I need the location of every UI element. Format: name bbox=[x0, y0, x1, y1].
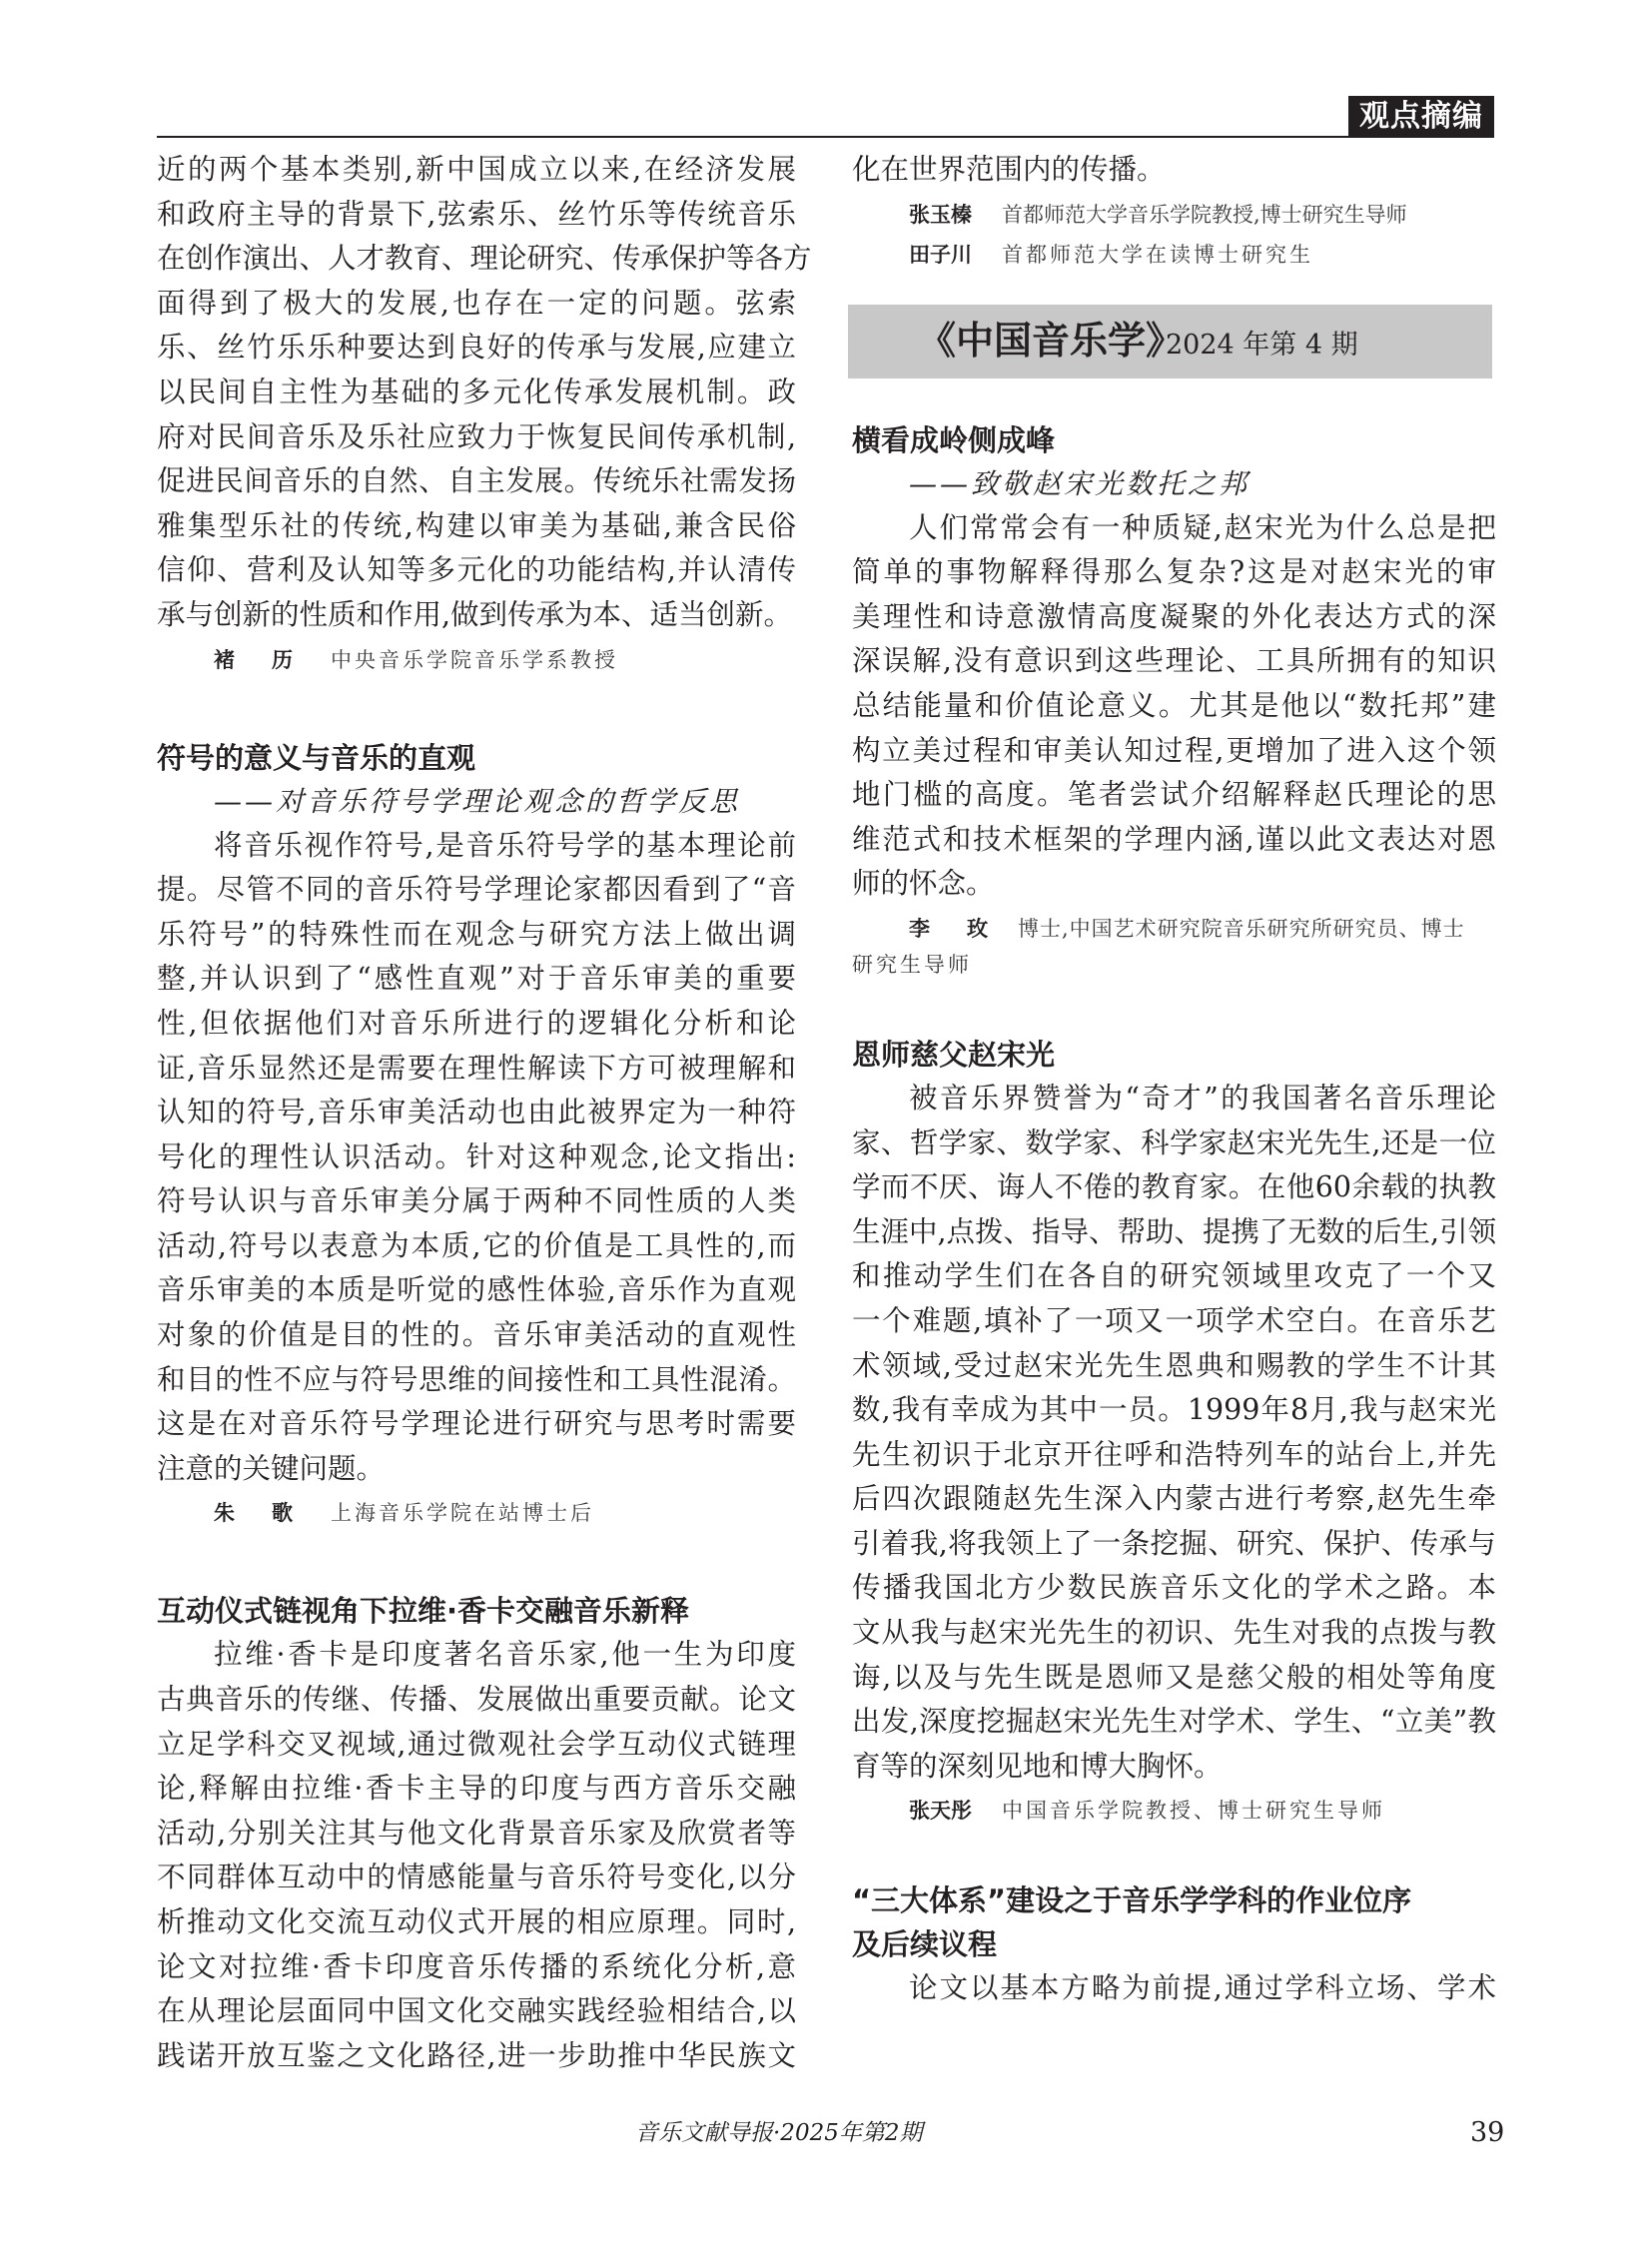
article-body bbox=[157, 1633, 796, 2078]
left-column bbox=[157, 148, 812, 2078]
text-line: 被音乐界赞誉为“奇才”的我国著名音乐理论 bbox=[909, 1081, 1496, 1115]
page-number: 39 bbox=[1470, 2117, 1505, 2148]
author-affiliation-continued: 研究生导师 bbox=[852, 952, 972, 977]
author-line bbox=[157, 642, 796, 678]
author-affiliation: 上海音乐学院在站博士后 bbox=[331, 1501, 594, 1526]
author-name: 田子川 bbox=[909, 242, 972, 267]
text-line: 提。尽管不同的音乐符号学理论家都因看到了“音 bbox=[157, 873, 796, 907]
text-line: 育等的深刻见地和博大胸怀。 bbox=[852, 1749, 1223, 1783]
text-line: 术领域,受过赵宋光先生恩典和赐教的学生不计其 bbox=[852, 1348, 1496, 1382]
article-body bbox=[852, 1077, 1496, 1790]
text-line: 整,并认识到了“感性直观”对于音乐审美的重要 bbox=[157, 962, 796, 996]
author-line bbox=[852, 237, 1496, 273]
continued-line: 化在世界范围内的传播。 bbox=[852, 153, 1166, 186]
author-affiliation: 首都师范大学音乐学院教授,博士研究生导师 bbox=[1002, 202, 1407, 227]
continued-paragraph bbox=[157, 148, 812, 638]
article-body bbox=[852, 506, 1496, 907]
journal-banner bbox=[848, 305, 1492, 378]
text-line: 深误解,没有意识到这些理论、工具所拥有的知识 bbox=[852, 644, 1496, 678]
author-line bbox=[852, 911, 1496, 947]
text-line: 后四次跟随赵先生深入内蒙古进行考察,赵先生牵 bbox=[852, 1482, 1496, 1516]
article-subtitle: ——致敬赵宋光数托之邦 bbox=[909, 466, 1250, 500]
text-line: 出发,深度挖掘赵宋光先生对学术、学生、“立美”教 bbox=[852, 1705, 1496, 1739]
author-name: 褚 历 bbox=[214, 647, 301, 672]
text-line: 信仰、营利及认知等多元化的功能结构,并认清传 bbox=[157, 553, 796, 587]
text-line: 学而不厌、诲人不倦的教育家。在他60余载的执教 bbox=[852, 1170, 1496, 1204]
text-line: 简单的事物解释得那么复杂?这是对赵宋光的审 bbox=[852, 555, 1496, 589]
text-line: 不同群体互动中的情感能量与音乐符号变化,以分 bbox=[157, 1861, 796, 1894]
text-line: 生涯中,点拨、指导、帮助、提携了无数的后生,引领 bbox=[852, 1214, 1497, 1248]
text-line: 立足学科交叉视域,通过微观社会学互动仪式链理 bbox=[157, 1727, 796, 1761]
author-line bbox=[852, 197, 1496, 233]
author-line bbox=[852, 1793, 1496, 1829]
text-line: 号化的理性认识活动。针对这种观念,论文指出: bbox=[157, 1139, 796, 1173]
text-line: 府对民间音乐及乐社应致力于恢复民间传承机制, bbox=[157, 419, 796, 453]
text-line: 近的两个基本类别,新中国成立以来,在经济发展 bbox=[157, 153, 796, 186]
article-subtitle: ——对音乐符号学理论观念的哲学反思 bbox=[214, 784, 741, 818]
author-affiliation: 中国音乐学院教授、博士研究生导师 bbox=[1002, 1799, 1385, 1824]
author-affiliation: 博士,中国艺术研究院音乐研究所研究员、博士 bbox=[1018, 916, 1465, 941]
text-line: 文从我与赵宋光先生的初识、先生对我的点拨与教 bbox=[852, 1616, 1496, 1650]
text-line: 在创作演出、人才教育、理论研究、传承保护等各方 bbox=[157, 242, 812, 276]
article-title-continued: 及后续议程 bbox=[852, 1927, 998, 1962]
text-line: 以民间自主性为基础的多元化传承发展机制。政 bbox=[157, 374, 796, 408]
text-line: 活动,符号以表意为本质,它的价值是工具性的,而 bbox=[157, 1228, 796, 1262]
text-line: 这是在对音乐符号学理论进行研究与思考时需要 bbox=[157, 1407, 796, 1441]
footer-journal: 音乐文献导报·2025年第2期 bbox=[635, 2120, 923, 2146]
text-line: 在从理论层面同中国文化交融实践经验相结合,以 bbox=[157, 1994, 796, 2028]
author-name: 张玉榛 bbox=[909, 202, 972, 227]
text-line: 将音乐视作符号,是音乐符号学的基本理论前 bbox=[214, 828, 796, 862]
text-line: 性,但依据他们对音乐所进行的逻辑化分析和论 bbox=[157, 1006, 796, 1040]
text-line: 维范式和技术框架的学理内涵,谨以此文表达对恩 bbox=[852, 822, 1496, 856]
article-title: 恩师慈父赵宋光 bbox=[852, 1037, 1056, 1072]
article-title: “三大体系”建设之于音乐学学科的作业位序 bbox=[852, 1883, 1412, 1918]
text-line: 雅集型乐社的传统,构建以审美为基础,兼含民俗 bbox=[157, 508, 796, 542]
author-affiliation: 首都师范大学在读博士研究生 bbox=[1002, 242, 1313, 267]
text-line: 注意的关键问题。 bbox=[157, 1451, 386, 1485]
text-line: 古典音乐的传继、传播、发展做出重要贡献。论文 bbox=[157, 1683, 796, 1717]
text-line: 美理性和诗意激情高度凝聚的外化表达方式的深 bbox=[852, 599, 1496, 633]
author-affiliation: 中央音乐学院音乐学系教授 bbox=[331, 647, 618, 672]
text-line: 传播我国北方少数民族音乐文化的学术之路。本 bbox=[852, 1571, 1496, 1605]
text-line: 符号认识与音乐审美分属于两种不同性质的人类 bbox=[157, 1184, 796, 1218]
text-line: 总结能量和价值论意义。尤其是他以“数托邦”建 bbox=[852, 688, 1496, 722]
author-line bbox=[157, 1495, 796, 1531]
text-line: 和政府主导的背景下,弦索乐、丝竹乐等传统音乐 bbox=[157, 197, 796, 231]
text-line: 促进民间音乐的自然、自主发展。传统乐社需发扬 bbox=[157, 464, 796, 498]
article-title: 互动仪式链视角下拉维·香卡交融音乐新释 bbox=[157, 1594, 690, 1629]
text-line: 论文以基本方略为前提,通过学科立场、学术 bbox=[909, 1971, 1496, 2005]
article-body bbox=[157, 824, 796, 1492]
text-line: 论文对拉维·香卡印度音乐传播的系统化分析,意 bbox=[157, 1949, 796, 1983]
text-line: 析推动文化交流互动仪式开展的相应原理。同时, bbox=[157, 1905, 796, 1938]
right-column bbox=[852, 148, 1496, 2011]
author-name: 朱 歌 bbox=[214, 1501, 301, 1526]
text-line: 音乐审美的本质是听觉的感性体验,音乐作为直观 bbox=[157, 1273, 796, 1307]
text-line: 先生初识于北京开往呼和浩特列车的站台上,并先 bbox=[852, 1437, 1496, 1471]
text-line: 拉维·香卡是印度著名音乐家,他一生为印度 bbox=[214, 1638, 796, 1672]
text-line: 活动,分别关注其与他文化背景音乐家及欣赏者等 bbox=[157, 1816, 796, 1850]
text-line: 对象的价值是目的性的。音乐审美活动的直观性 bbox=[157, 1318, 796, 1352]
text-line: 乐符号”的特殊性而在观念与研究方法上做出调 bbox=[157, 917, 796, 951]
text-line: 和推动学生们在各自的研究领域里攻克了一个又 bbox=[852, 1259, 1496, 1293]
text-line: 师的怀念。 bbox=[852, 867, 995, 901]
journal-issue: 2024 年第 4 期 bbox=[1166, 329, 1358, 361]
text-line: 诲,以及与先生既是恩师又是慈父般的相处等角度 bbox=[852, 1660, 1496, 1694]
text-line: 面得到了极大的发展,也存在一定的问题。弦索 bbox=[157, 286, 796, 320]
section-label: 观点摘编 bbox=[1348, 96, 1494, 138]
text-line: 家、哲学家、数学家、科学家赵宋光先生,还是一位 bbox=[852, 1125, 1496, 1159]
text-line: 承与创新的性质和作用,做到传承为本、适当创新。 bbox=[157, 597, 793, 631]
text-line: 乐、丝竹乐乐种要达到良好的传承与发展,应建立 bbox=[157, 331, 796, 365]
text-line: 构立美过程和审美认知过程,更增加了进入这个领 bbox=[852, 733, 1496, 767]
text-line: 地门槛的高度。笔者尝试介绍解释赵氏理论的思 bbox=[852, 778, 1496, 812]
journal-name: 《中国音乐学》 bbox=[918, 318, 1185, 363]
article-body bbox=[852, 1966, 1496, 2011]
text-line: 一个难题,填补了一项又一项学术空白。在音乐艺 bbox=[852, 1303, 1496, 1337]
text-line: 引着我,将我领上了一条挖掘、研究、保护、传承与 bbox=[852, 1526, 1496, 1560]
text-line: 证,音乐显然还是需要在理性解读下方可被理解和 bbox=[157, 1051, 796, 1085]
text-line: 数,我有幸成为其中一员。1999年8月,我与赵宋光 bbox=[852, 1393, 1496, 1427]
text-line: 和目的性不应与符号思维的间接性和工具性混淆。 bbox=[157, 1362, 796, 1396]
text-line: 践诺开放互鉴之文化路径,进一步助推中华民族文 bbox=[157, 2038, 796, 2072]
text-line: 认知的符号,音乐审美活动也由此被界定为一种符 bbox=[157, 1096, 796, 1129]
header-rule bbox=[157, 136, 1350, 138]
article-title: 符号的意义与音乐的直观 bbox=[157, 740, 476, 775]
author-name: 张天彤 bbox=[909, 1799, 972, 1824]
author-name: 李 玫 bbox=[909, 916, 996, 941]
text-line: 人们常常会有一种质疑,赵宋光为什么总是把 bbox=[909, 510, 1496, 544]
article-title: 横看成岭侧成峰 bbox=[852, 422, 1056, 457]
text-line: 论,释解由拉维·香卡主导的印度与西方音乐交融 bbox=[157, 1772, 796, 1806]
